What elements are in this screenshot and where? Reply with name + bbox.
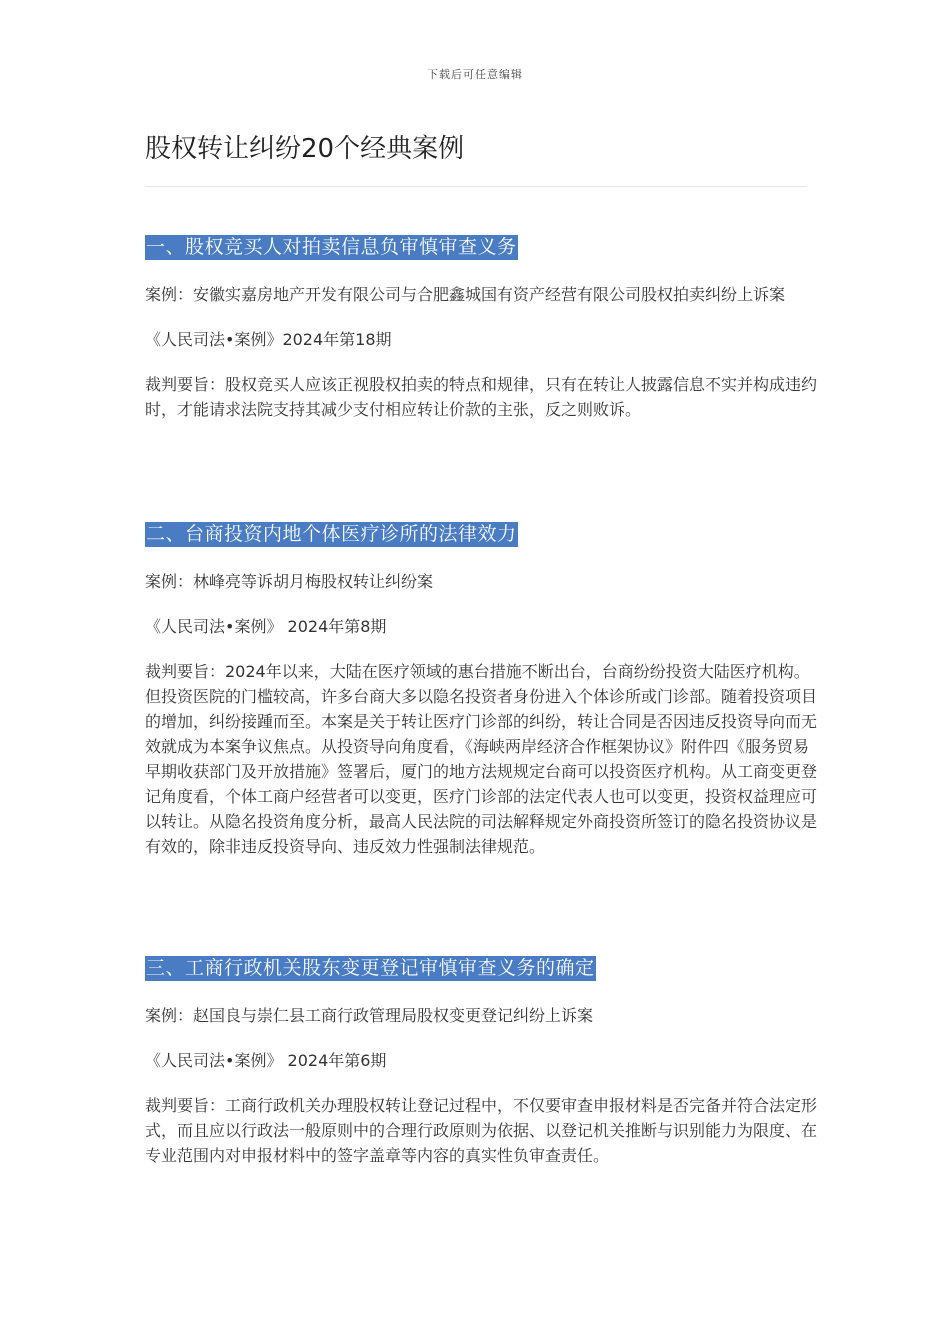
case-source: 《人民司法•案例》 2024年第6期 <box>145 1051 387 1070</box>
case-name: 案例：林峰亮等诉胡月梅股权转让纠纷案 <box>145 572 434 591</box>
case-source: 《人民司法•案例》2024年第18期 <box>145 330 392 349</box>
case-section-2 <box>145 522 817 859</box>
section-heading: 一、股权竞买人对拍卖信息负审慎审查义务 <box>146 236 517 258</box>
case-name: 案例：安徽实嘉房地产开发有限公司与合肥鑫城国有资产经营有限公司股权拍卖纠纷上诉案 <box>145 285 786 304</box>
title-divider <box>145 186 807 187</box>
case-source: 《人民司法•案例》 2024年第8期 <box>145 617 387 636</box>
section-heading: 三、工商行政机关股东变更登记审慎审查义务的确定 <box>146 957 595 979</box>
case-gist: 裁判要旨：股权竞买人应该正视股权拍卖的特点和规律，只有在转让人披露信息不实并构成违约时，才能请求法院支持其减少支付相应转让价款的主张，反之则败诉。 <box>145 375 818 419</box>
header-note: 下载后可任意编辑 <box>427 68 523 81</box>
section-heading: 二、台商投资内地个体医疗诊所的法律效力 <box>146 523 517 545</box>
case-gist: 裁判要旨：工商行政机关办理股权转让登记过程中，不仅要审查申报材料是否完备并符合法定形式，而且应以行政法一般原则中的合理行政原则为依据、以登记机关推断与识别能力为限度、在专业范围内对申报材料中的签字盖章等内容的真实性负审查责任。 <box>145 1096 818 1165</box>
case-name: 案例：赵国良与崇仁县工商行政管理局股权变更登记纠纷上诉案 <box>145 1006 594 1025</box>
document-title: 股权转让纠纷20个经典案例 <box>145 134 465 164</box>
case-section-1 <box>145 235 817 422</box>
case-gist: 裁判要旨：2024年以来，大陆在医疗领域的惠台措施不断出台，台商纷纷投资大陆医疗机构。但投资医院的门槛较高，许多台商大多以隐名投资者身份进入个体诊所或门诊部。随着投资项目的增加，纠纷接踵而至。本案是关于转让医疗门诊部的纠纷，转让合同是否因违反投资导向而无效就成为本案争议焦点。从投资导向角度看，《海峡两岸经济合作框架协议》附件四《服务贸易早期收获部门及开放措施》签署后，厦门的地方法规规定台商可以投资医疗机构。从工商变更登记角度看，个体工商户经营者可以变更，医疗门诊部的法定代表人也可以变更，投资权益理应可以转让。从隐名投资角度分析，最高人民法院的司法解释规定外商投资所签订的隐名投资协议是有效的，除非违反投资导向、违反效力性强制法律规范。 <box>145 662 818 856</box>
case-section-3 <box>145 956 817 1168</box>
